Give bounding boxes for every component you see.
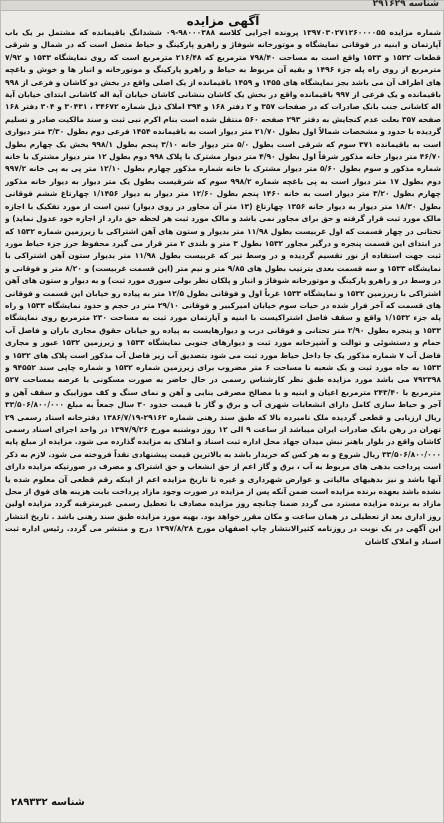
notice-footer	[5, 797, 441, 823]
notice-title: آگهی مزایده	[186, 14, 260, 28]
notice-id: شناسه ۲۸۹۳۳۲	[11, 797, 85, 808]
notice-title-bar	[1, 10, 444, 26]
notice-body: شماره مزایده ۱۳۹۷۰۳۰۲۷۱۲۶۰۰۰۰۵۵ پرونده اجرایی کلاسه ۹۸۰۰۰۳۸۸-۰۹ ششدانگ باقیمانده که مشتمل بر یک باب آپارتمان و ابنیه در فوقانی نمایشگاه و موتورخانه شوفاژ و راهرو پارکینگ و حیاط متصل است که در شمال و شرقی قطعات ۱۵۳۲ و ۱۵۳۳ واقع است به مساحت ۷۹۸/۴۰ مترمربع که ۲۱۶/۴۸ مترمربع است که روی نمایشگاه ۱۵۳۳ و ۷/۹۲ مترمربع از روی راه پله جزء ۱۴۹۶ و بقیه آن مربوط به حیاط و راهرو پارکینگ و موتورخانه و انبار ها و خوش و باغچه های اطراف آن می باشد بجز نمایشگاه های ۱۴۵۵ و ۱۴۵۹ باقیمانده از یک اصلی واقع در بخش دو کاشان و فرعی از ۹۹۸ باقیمانده و یک فرعی از ۹۹۷ باقیمانده واقع در بخش یک کاشان بنشانی کاشان خیابان آیة اله کاشانی ابتدای خیابان آیة اله کاشانی جنب بانک صادرات که در صفحات ۳۵۷ و ۲ دفتر ۱۶۸ و ۳۹۴ املاک ذیل شماره ۳۴۶۷۲ ، ۳۰۴۳۱ و ۳۰۴ دفتر ۱۶۸ صفحه ۳۵۷ بعلت عدم کنجایش به دفتر ۲۹۳ صفحه ۵۶۰ منتقل شده است بنام اکرم نبی ثبت و سند مالکیت صادر و تسلیم گردیده با حدود و مشخصات شمالاً اول بطول ۲۱/۷۰ متر دیوار است به باقیمانده ۱۴۵۴ فرعی دوم بطول ۳/۳۰ متر دیواری است به باقیمانده ۳۷۱ سوم که شرقی است بطول ۵/۰ متر دیوار خانه ۳/۱۰ پنجم بطول ۹۹۸/۱ بخش یک چهارم بطول ۴۶/۷۰ متر دیوار خانه مذکور شرقاً اول بطول ۴/۹۰ متر دیوار مشترک با پلاک ۹۹۸ دوم بطول ۱۲ متر دیوار مشترک با خانه شماره مذکور و سوم بطول ۵/۶۰ متر دیوار مشترک با خانه شماره مذکور چهارم بطول ۱۲/۱۰ متر پی به پی خانه ۹۹۷/۲ دوم بطول ۱۷ متر دیوار است به پی باغچه شماره ۹۹۸/۲ سوم که شرقیست بطول یک متر دیوار به دیوار خانه مذکور چهارم بطول ۳/۲۰ متر دیوار است به خانه ۱۴۶۰ پنجم بطول ۱۲/۶۰ متر دیوار به دیوار ۱/۱۴۵۶ چهارتاغ ششم فوقانی بطول ۱۸/۳۰ متر دیوار به دیوار خانه ۱۳۵۶ چهارتاغ (۱۳ متر آن مجاور در روی دیوار) تبین است از مورد تفکیک با اجازه مالک مورد ثبت قرار گرفته و حق برای مجاور نمی باشد و مالک مورد ثبت هر لحظه حق دارد از اجازه خود عدول نماید) و تحتانی در چهار قسمت که اول غربیست بطول ۱۱/۹۸ متر بدیوار و ستون های آهن اشتراکی با زیرزمین شماره ۱۵۳۲ که در ابتدای این قسمت پنجره و درگیر مجاور ۱۵۳۲ بطول ۳ متر و بلندی ۲ متر قرار می گیرد محفوظ حرز جزء حیاط مورد ثبت جهت استفاده از نور تقسیم گردیده و در وسط تیر که غربیست بطول ۱۱/۹۸ متر بدیوار ستون آهن اشتراکی با نمایشگاه ۱۵۳۳ و سه قسمت بعدی بترتیب بطول های ۹/۸۵ متر و نیم متر (این قسمت غربیست) و ۸/۲۰ متر و فوقانی و در وسط در و راهرو پارکینگ و موتورخانه شوفاژ و انبار و پلکان نظر بولی سوری مورد ثبت) و به دیوار و ستون های آهن اشتراکی با زیرزمین ۱۵۳۲ و نمایشگاه ۱۵۳۳ غرباً اول و فوقانی بطول ۱۲/۵ متر به پیاده رو خیابان این قسمت و فوقانی های قسمت که آخر فرار شده در حیات سوم خیابان امیرکبیر و فوقانی ۲۹/۱۰ متر در حجم و حدود نمایشگاه ۱۵۳۳ و راه پله جزء ۱/۱۵۳۲ واقع و سقف فاصل اشتراکیست با ابنیه و آپارتمان مورد ثبت به مساحت ۲۳۰ مترمربع روی نمایشگاه ۱۵۳۳ و پنجره بطول ۲/۹۰ متر تحتانی و فوقانی درب و دیوارهایست به پیاده رو خیابان حقوق مجاری باران و فاصل آب حمام و دستشوئی و توالت و آشپزخانه مورد ثبت و دیوارهای جنوبی نمایشگاه ۱۵۳۳ و زیرزمین ۱۵۳۲ عبور و مجاری فاضل آب ۷ شماره مذکور یک جا داخل حیاط مورد ثبت می شود بتصدیق آب زیر فاصل آب مذکور است پلاک های ۱۵۳۲ و ۱۵۳۳ به جاه مورد ثبت و یک شعبه نا مساحت ۶ متر مضروب برای زیرزمین شماره ۱۵۳۲ و شماره چاپی سند ۹۴۵۵۲ و ۷۹۲۳۹۸ می باشد مورد مزایده طبق نظر کارشناس رسمی در حال حاضر به صورت مسکونی با عرصه بمساحت ۵۲۷ مترمربع با ۲۴۳/۴۰ مترمربع اعیان و ابنیه و با مصالح مصرفی بنایی و آهن و نمای سنگ و کف موزاییک و سقف آهن و آجر و حیاط سازی کامل دارای انشعابات شهری آب و برق و گاز با قیمت حدود ۳۰ سال جمعاً به مبلغ ۳۳/۵۰۶/۸۰۰/۰۰۰ ریال ارزیابی و قطعی گردیده ملک نامبرده بالا که طبق سند رهنی شماره ۲۹۱۶۲-۱۳۸۶/۷/۱۹ دفترخانه اسناد رسمی ۲۹ تهران در رهن بانک صادرات ایران میباشد از ساعت ۹ الی ۱۲ روز دوشنبه مورخ ۱۳۹۷/۹/۲۶ در واحد اجرای اسناد رسمی کاشان واقع در بلوار باهنر نبش میدان جهاد محل اداره ثبت اسناد و املاک به مزایده گذارده می شود. مزایده از مبلغ پایه ۳۳/۵۰۶/۸۰۰/۰۰۰ ریال شروع و به هر کس که خریدار باشد به بالاترین قیمت پیشنهادی نقداً فروخته می شود. لازم به ذکر است پرداخت بدهی های مربوط به آب ، برق و گاز اعم از حق انشعاب و حق اشتراک و مصرف در صورتیکه مزایده دارای آنها باشد و نیز بدهیهای مالیاتی و عوارض شهرداری و غیره تا تاریخ مزایده اعم از اینکه رقم قطعی آن معلوم شده یا نشده باشد بعهده برنده مزایده است ضمن آنکه پس از مزایده در صورت وجود مازاد پرداخت بابت هزینه های فوق از محل مازاد به برنده مزایده مسترد می گردد ضمنا چنانچه روز مزایده مصادف با تعطیل رسمی غیرمترقبه گردد مزایده اولین روز اداری بعد از تعطیلی در همان ساعت و مکان مقرر خواهد بود. بهیه مورد مزایده طبق سند رهنی باشد . تاریخ انتشار این آگهی در یک نوبت در روزنامه کثیرالانتشار چاپ اصفهان مورخ ۱۳۹۷/۸/۲۸ درج و منتشر می گردد. رئیس اداره ثبت اسناد و املاک کاشان	[5, 28, 441, 546]
top-strip-text: شناسه ۲۹۱۶۲۹	[372, 0, 439, 9]
